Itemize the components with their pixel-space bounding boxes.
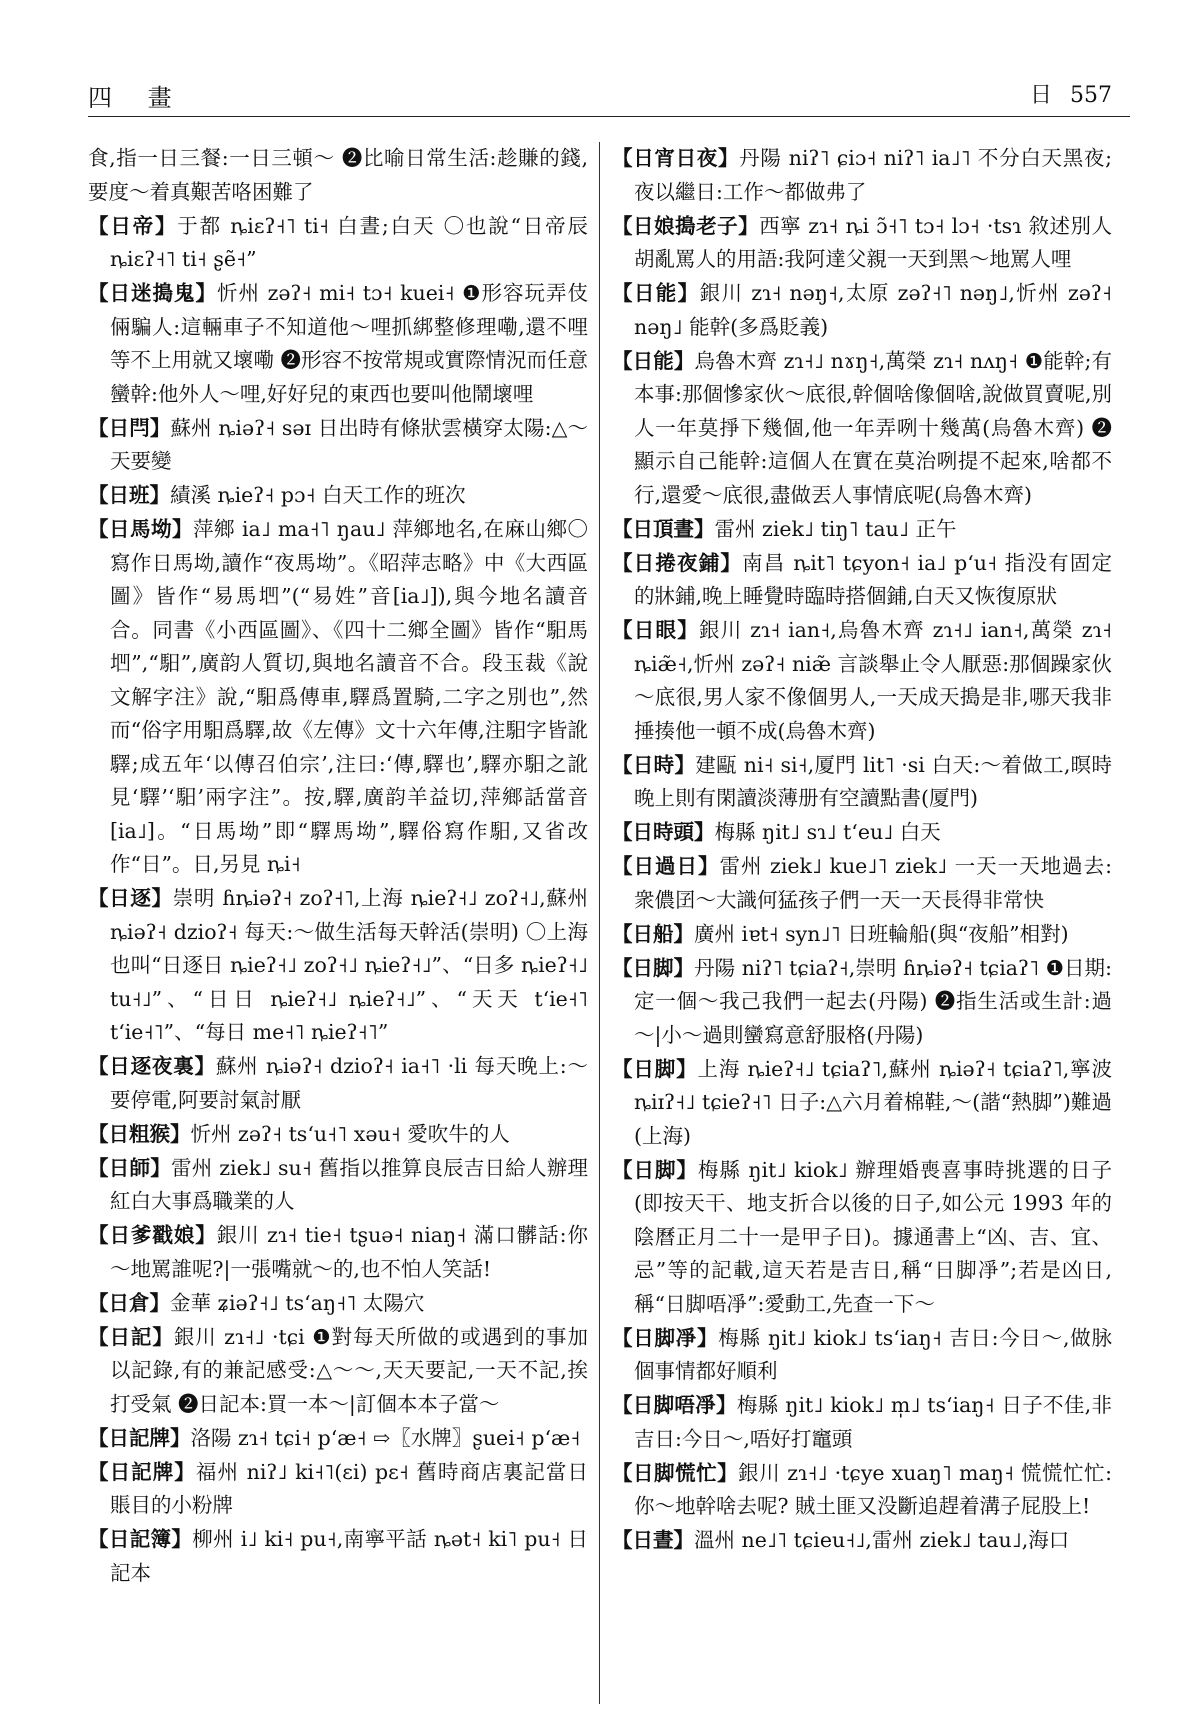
entry-headword: 【日閂】	[88, 415, 171, 440]
dictionary-entry	[88, 1422, 588, 1456]
entry-text: 銀川 zɿ˧˩ ·tɕi ❶對每天所做的或遇到的事加以記錄,有的兼記感受:△～～,天天要記,一天不記,挨打受氣 ❷日記本:買一本～|訂個本本子當～	[110, 1324, 588, 1416]
entry-text: 忻州 zəʔ˧ mi˧ tɔ˧ kuei˧ ❶形容玩弄伎倆騙人:這輛車子不知道他～哩抓綁整修理嘞,還不哩等不上用就又壞嘞 ❷形容不按常規或實際情況而任意蠻幹:他外人～哩,好好兒的東西也要叫他鬧壞哩	[110, 281, 589, 406]
entry-headword: 【日馬坳】	[88, 517, 193, 541]
entry-text: 萍鄉 ia˩ ma˧˥ ŋau˩ 萍鄉地名,在麻山鄉〇寫作日馬坳,讀作“夜馬坳”。《昭萍志略》中《大西區圖》皆作“易馬垇”(“易姓”音[ia˩]),與今地名讀音合。同書《小西區圖》、《四十二鄉全圖》皆作“馹馬垇”,“馹”,廣韵人質切,與地名讀音不合。段玉裁《說文解字注》說,“馹爲傳車,驛爲置騎,二字之別也”,然而“俗字用馹爲驛,故《左傳》文十六年傳,注馹字皆訛驛;成五年‘以傳召伯宗’,注曰:‘傳,驛也’,驛亦馹之訛見‘驛’‘馹’兩字注”。按,驛,廣韵羊益切,萍鄉話當音[ia˩]。“日馬坳”即“驛馬坳”,驛俗寫作馹,又省改作“日”。日,另見 ȵi˧	[110, 517, 589, 876]
entry-headword: 【日宵日夜】	[612, 146, 740, 170]
page-header-right	[1012, 78, 1112, 109]
dictionary-entry	[88, 1050, 588, 1117]
entry-headword: 【日脚唔凈】	[612, 1393, 737, 1417]
entry-headword: 【日娘搗老子】	[612, 213, 760, 238]
dictionary-entry	[88, 210, 588, 277]
entry-headword: 【日脚】	[612, 1157, 698, 1182]
dictionary-entry	[88, 882, 588, 1050]
dictionary-entry	[612, 614, 1112, 748]
dictionary-entry	[88, 1456, 588, 1523]
entry-text: 蘇州 ȵiəʔ˧ səɪ 日出時有條狀雲橫穿太陽:△～天要變	[110, 415, 589, 473]
dictionary-entry	[88, 1287, 588, 1321]
dictionary-entry	[612, 816, 1112, 850]
dictionary-entry	[612, 952, 1112, 1053]
dictionary-entry	[612, 1524, 1112, 1558]
entry-headword: 【日時】	[612, 752, 696, 777]
entry-text: 銀川 zɿ˧˩ ·tɕye xuaŋ˥ maŋ˧ 慌慌忙忙:你～地幹啥去呢? 賊土匪又没斷追趕着溝子屁股上!	[634, 1460, 1112, 1518]
entry-text: 梅縣 ŋit˩ kiok˩ m̩˩ tsʻiaŋ˧ 日子不佳,非吉日:今日～,唔好打竈頭	[634, 1393, 1112, 1451]
entry-text: 梅縣 ŋit˩ kiok˩ tsʻiaŋ˧ 吉日:今日～,做脉個事情都好順利	[634, 1325, 1112, 1383]
entry-headword: 【日船】	[612, 921, 694, 946]
dictionary-entry	[612, 210, 1112, 277]
dictionary-entry	[612, 142, 1112, 209]
dictionary-entry	[88, 1523, 588, 1590]
header-rule	[88, 116, 1130, 117]
entry-text: 銀川 zɿ˧ nəŋ˧,太原 zəʔ˧˥ nəŋ˩,忻州 zəʔ˧ nəŋ˩ 能幹(多爲貶義)	[634, 281, 1113, 339]
entry-text: 丹陽 niʔ˥ tɕiaʔ˧,崇明 ɦȵiəʔ˧ tɕiaʔ˥ ❶日期:定一個～我己我們一起去(丹陽) ❷指生活或生計:過～|小～過則蠻寫意舒服格(丹陽)	[634, 955, 1112, 1047]
left-column	[88, 142, 588, 1591]
entry-headword: 【日記】	[88, 1324, 174, 1349]
entry-headword: 【日時頭】	[612, 820, 715, 844]
entry-text: 銀川 zɿ˧ tie˧ tʂuə˧ niaŋ˧ 滿口髒話:你～地罵誰呢?|一張嘴就～的,也不怕人笑話!	[110, 1223, 588, 1281]
entry-headword: 【日脚】	[612, 955, 695, 980]
entry-text: 上海 ȵieʔ˧˩ tɕiaʔ˥,蘇州 ȵiəʔ˧ tɕiaʔ˥,寧波 ȵiɪʔ˧˩ tɕieʔ˧˥ 日子:△六月着棉鞋,～(諧“熱脚”)難過(上海)	[634, 1056, 1113, 1148]
header-character: 日	[1029, 83, 1052, 108]
dictionary-entry	[88, 513, 588, 882]
entry-text: 烏魯木齊 zɿ˧˩ nɤŋ˧,萬榮 zɿ˧ nʌŋ˧ ❶能幹;有本事:那個慘家伙～底很,幹個啥像個啥,說做買賣呢,別人一年莫掙下幾個,他一年弄咧十幾萬(烏魯木齊) ❷顯示自己能幹:這個人在實在莫治咧提不起來,啥都不行,還愛～底很,盡做丟人事情底呢(烏魯木齊)	[634, 348, 1113, 507]
entry-text: 于都 ȵiɛʔ˧˥ ti˧ 白晝;白天 〇也說“日帝辰 ȵiɛʔ˧˥ ti˧ ʂẽ˧”	[110, 213, 588, 271]
entry-text: 績溪 ȵieʔ˧ pɔ˧ 白天工作的班次	[170, 483, 466, 507]
entry-text: 丹陽 niʔ˥ ɕiɔ˧ niʔ˥ ia˩˥ 不分白天黑夜;夜以繼日:工作～都做弗了	[634, 146, 1112, 204]
dictionary-entry	[88, 1219, 588, 1286]
dictionary-entry	[612, 513, 1112, 547]
section-label: 四 畫	[88, 84, 186, 112]
entry-headword: 【日爹戳娘】	[88, 1223, 217, 1247]
dictionary-entry	[612, 1389, 1112, 1456]
entry-headword: 【日脚】	[612, 1056, 698, 1081]
entry-headword: 【日記牌】	[88, 1459, 196, 1484]
entry-text: 西寧 zɿ˧ ȵi ɔ̃˧˥ tɔ˧ lɔ˧ ·tsɿ 敘述別人胡亂罵人的用語:我阿達父親一天到黑～地罵人哩	[634, 213, 1113, 271]
entry-text: 雷州 ziek˩ kue˩˥ ziek˩ 一天一天地過去:衆儂囝～大識何猛孩子們一天一天長得非常快	[634, 854, 1112, 912]
dictionary-entry	[612, 850, 1112, 917]
entry-headword: 【日過日】	[612, 854, 720, 878]
dictionary-entry	[612, 1053, 1112, 1154]
dictionary-entry	[88, 479, 588, 513]
entry-text: 南昌 ȵit˥ tɕyon˧ ia˩ pʻu˧ 指没有固定的牀鋪,晚上睡覺時臨時搭個鋪,白天又恢復原狀	[634, 550, 1113, 608]
page-number: 557	[1070, 83, 1112, 108]
dictionary-entry	[612, 749, 1112, 816]
entry-text: 廣州 iɐt˧ syn˩˥ 日班輪船(與“夜船”相對)	[694, 921, 1069, 946]
entry-text: 洛陽 zɿ˧ tɕi˧ pʻæ˧ ⇨〖水牌〗ʂuei˧ pʻæ˧	[190, 1425, 581, 1450]
entry-text: 蘇州 ȵiəʔ˧ dzioʔ˧ ia˧˥ ·li 每天晚上:～要停電,阿要討氣討厭	[110, 1054, 588, 1112]
entry-headword: 【日逐】	[88, 886, 173, 910]
entry-headword: 【日能】	[612, 281, 700, 305]
dictionary-entry	[88, 1118, 588, 1152]
entry-headword: 【日粗猴】	[88, 1121, 191, 1146]
entry-headword: 【日記簿】	[88, 1527, 193, 1551]
entry-text: 雷州 ziek˩ tiŋ˥ tau˩ 正午	[714, 516, 957, 541]
entry-headword: 【日班】	[88, 483, 170, 507]
dictionary-entry	[612, 1154, 1112, 1322]
dictionary-entry	[88, 142, 588, 209]
entry-headword: 【日迷搗鬼】	[88, 281, 218, 305]
entry-text: 食,指一日三餐:一日三頓～ ❷比喻日常生活:趁賺的錢,要度～着真艱苦咯困難了	[88, 146, 588, 204]
dictionary-entry	[612, 1322, 1112, 1389]
entry-headword: 【日頂晝】	[612, 516, 715, 541]
entry-text: 崇明 ɦȵiəʔ˧ zoʔ˧˥,上海 ȵieʔ˧˩ zoʔ˧˩,蘇州 ȵiəʔ˧ dzioʔ˧ 每天:～做生活每天幹活(崇明) 〇上海也叫“日逐日 ȵieʔ˧˩ zoʔ˧˩ ȵieʔ˧˩”、“日多 ȵieʔ˧˩ tu˧˩”、“日日 ȵieʔ˧˩ ȵieʔ˧˩”、“天天 tʻie˧˥ tʻie˧˥”、“每日 me˧˥ ȵieʔ˧˥”	[110, 886, 589, 1044]
entry-headword: 【日脚凈】	[612, 1325, 719, 1350]
entry-text: 福州 niʔ˩ ki˧˥(ɛi) pɛ˧ 舊時商店裏記當日賬目的小粉牌	[110, 1459, 588, 1517]
entry-headword: 【日眼】	[612, 618, 699, 642]
entry-text: 溫州 ne˩˥ tɕieu˧˩,雷州 ziek˩ tau˩,海口	[694, 1528, 1070, 1552]
entry-text: 梅縣 ŋit˩ kiok˩ 辦理婚喪喜事時挑選的日子(即按天干、地支折合以後的日子,如公元 1993 年的陰曆正月二十一是甲子日)。據通書上“凶、吉、宜、忌”等的記載,這天若是吉日,稱“日脚凈”;若是凶日,稱“日脚唔凈”:愛動工,先查一下～	[634, 1157, 1113, 1316]
entry-text: 金華 ʑiəʔ˧˩ tsʻaŋ˧˥ 太陽穴	[170, 1290, 425, 1315]
entry-text: 建甌 ni˧ si˧,厦門 lit˥ ·si 白天:～着做工,暝時晚上則有閑讀淡薄册有空讀點書(厦門)	[634, 752, 1112, 810]
entry-headword: 【日捲夜鋪】	[612, 550, 743, 575]
dictionary-entry	[612, 547, 1112, 614]
entry-headword: 【日逐夜裏】	[88, 1054, 216, 1078]
entry-text: 雷州 ziek˩ su˧ 舊指以推算良辰吉日給人辦理紅白大事爲職業的人	[110, 1155, 589, 1213]
entry-text: 忻州 zəʔ˧ tsʻu˧˥ xəu˧ 愛吹牛的人	[190, 1121, 510, 1146]
dictionary-entry	[612, 277, 1112, 344]
entry-headword: 【日師】	[88, 1155, 171, 1180]
dictionary-entry	[612, 345, 1112, 513]
entry-headword: 【日記牌】	[88, 1425, 191, 1450]
page-header	[88, 78, 1112, 114]
dictionary-entry	[612, 918, 1112, 952]
entry-text: 梅縣 ŋit˩ sɿ˩ tʻeu˩ 白天	[714, 820, 941, 844]
entry-headword: 【日脚慌忙】	[612, 1460, 739, 1485]
entry-headword: 【日倉】	[88, 1290, 170, 1315]
right-column	[612, 142, 1112, 1558]
dictionary-entry	[88, 277, 588, 411]
entry-text: 銀川 zɿ˧ ian˧,烏魯木齊 zɿ˧˩ ian˧,萬榮 zɿ˧ ȵiæ̃˧,忻州 zəʔ˧ niæ̃ 言談舉止令人厭惡:那個躁家伙～底很,男人家不像個男人,一天成天搗是非,哪天我非捶揍他一頓不成(烏魯木齊)	[634, 618, 1112, 743]
entry-headword: 【日帝】	[88, 213, 178, 238]
dictionary-entry	[88, 412, 588, 479]
dictionary-entry	[612, 1457, 1112, 1524]
dictionary-entry	[88, 1152, 588, 1219]
dictionary-entry	[88, 1321, 588, 1422]
entry-headword: 【日能】	[612, 348, 695, 373]
entry-headword: 【日晝】	[612, 1528, 694, 1552]
column-divider	[599, 142, 600, 1704]
entry-text: 柳州 i˩ ki˧ pu˧,南寧平話 ȵət˧ ki˥ pu˧ 日記本	[110, 1527, 589, 1585]
